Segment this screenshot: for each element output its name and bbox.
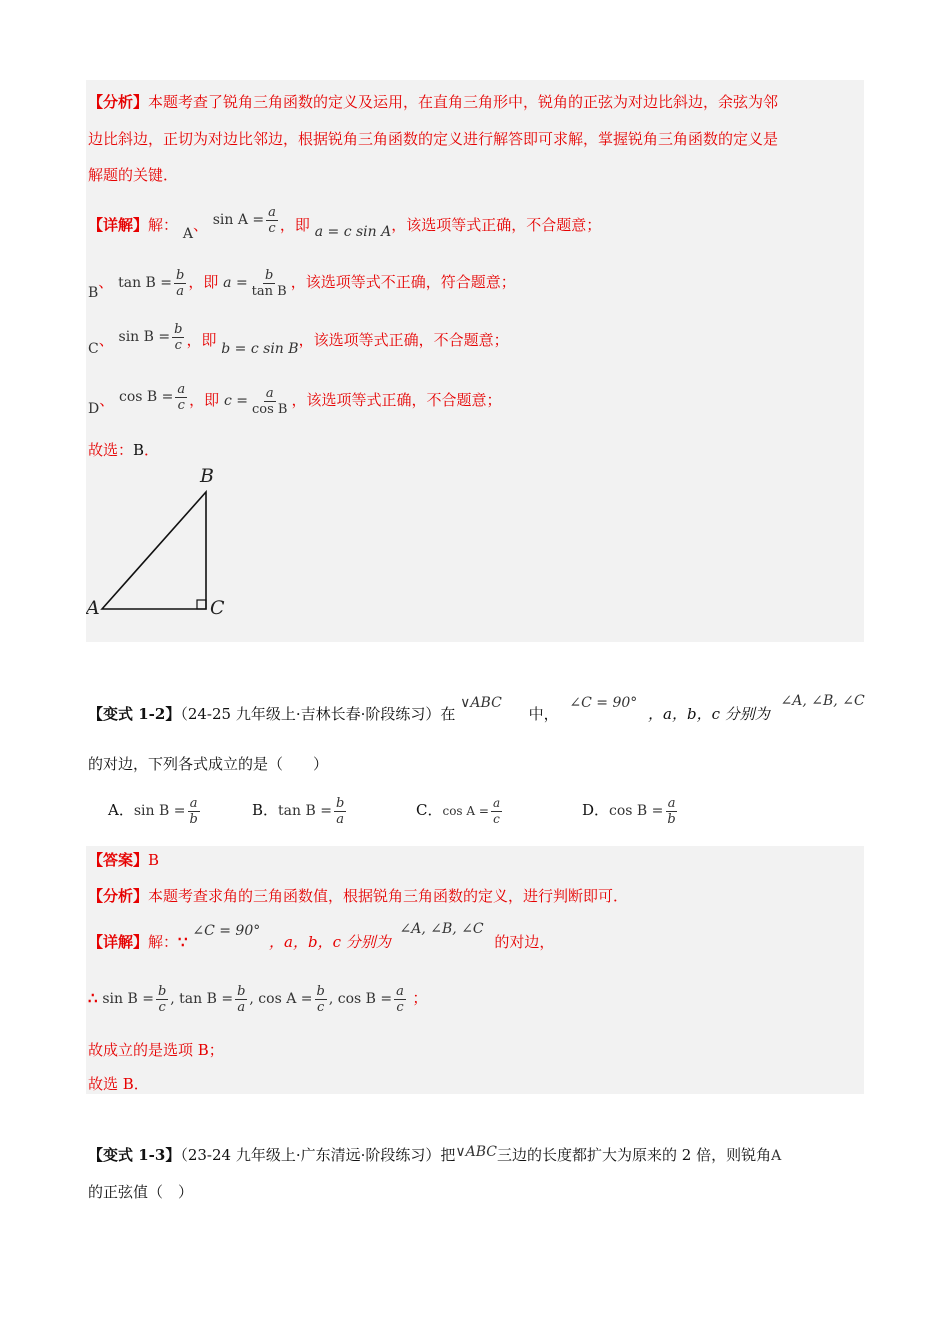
variant-1-3-tag: 【变式 1-3】 [88, 1146, 181, 1164]
triangle-shape [102, 492, 206, 609]
variant-1-2-line-2: 的对边，下列各式成立的是（ ） [88, 755, 329, 773]
detail-option-d: D、 cos B = $\frac{a}{c}$ ，即 c = $\frac{a}{\text{cos B}}$ ，该选项等式正确，不合题意； [88, 381, 502, 417]
detail-line-2: 【详解】解：∵ ∠C = 90° ，a，b，c 分别为 ∠A, ∠B, ∠C 的对边， [88, 921, 555, 951]
conclusion-1: 故选：B． [88, 441, 160, 459]
variant-1-2-tag: 【变式 1-2】 [88, 705, 181, 723]
analysis-line-3: 解题的关键． [88, 166, 179, 184]
option-c[interactable]: C．cos A = $\frac{a}{c}$ [416, 796, 501, 826]
detail-option-c: C、 sin B = $\frac{b}{c}$ ，即 b = c sin B，该选项等式正确，不合题意； [88, 321, 509, 357]
vertex-b-label: B [200, 465, 214, 487]
variant-1-3-line-2: 的正弦值（ ） [88, 1183, 194, 1201]
variant-1-3-line-1: 【变式 1-3】（23-24 九年级上·广东清远·阶段练习）把∨ABC三边的长度都扩大为原来的 2 倍，则锐角A [88, 1144, 782, 1164]
option-a[interactable]: A．sin B = $\frac{a}{b}$ [108, 795, 198, 827]
option-d[interactable]: D．cos B = $\frac{a}{b}$ [582, 795, 676, 827]
detail-option-b: B、 tan B = $\frac{b}{a}$ ，即 a = $\frac{b}{\text{tan B}}$ ，该选项等式不正确，符合题意； [88, 267, 516, 301]
therefore-line: ∴ sin B = $\frac{b}{c}$ , tan B = $\frac{b}{a}$ , cos A = $\frac{b}{c}$ , cos B = $\frac{a}{c}$ ； [88, 983, 428, 1015]
analysis-line-2b: 【分析】本题考查求角的三角函数值，根据锐角三角函数的定义，进行判断即可． [88, 887, 629, 905]
variant-1-2-line-1: 【变式 1-2】（24-25 九年级上·吉林长春·阶段练习）在 ∨ABC 中， ∠C = 90° ，a，b，c 分别为 ∠A, ∠B, ∠C [88, 693, 865, 723]
vertex-a-label: A [86, 597, 100, 619]
answer-line: 【答案】B [88, 851, 160, 869]
right-triangle-figure [86, 462, 236, 622]
detail-option-a: 【详解】解： A、 sin A = $\frac{a}{c}$ ，即 a = c sin A，该选项等式正确，不合题意； [88, 204, 602, 242]
analysis-tag: 【分析】 [88, 93, 149, 111]
detail-tag: 【详解】 [88, 216, 149, 234]
analysis-line-1: 【分析】本题考查了锐角三角函数的定义及运用，在直角三角形中，锐角的正弦为对边比斜边，余弦为邻 [88, 93, 779, 111]
analysis-line-2: 边比斜边，正切为对边比邻边，根据锐角三角函数的定义进行解答即可求解，掌握锐角三角函数的定义是 [88, 130, 779, 148]
right-angle-mark [197, 600, 206, 609]
vertex-c-label: C [210, 597, 225, 619]
option-conclusion-line: 故成立的是选项 B； [88, 1041, 224, 1059]
option-b[interactable]: B．tan B = $\frac{b}{a}$ [252, 795, 345, 827]
final-answer-line: 故选 B． [88, 1075, 149, 1093]
